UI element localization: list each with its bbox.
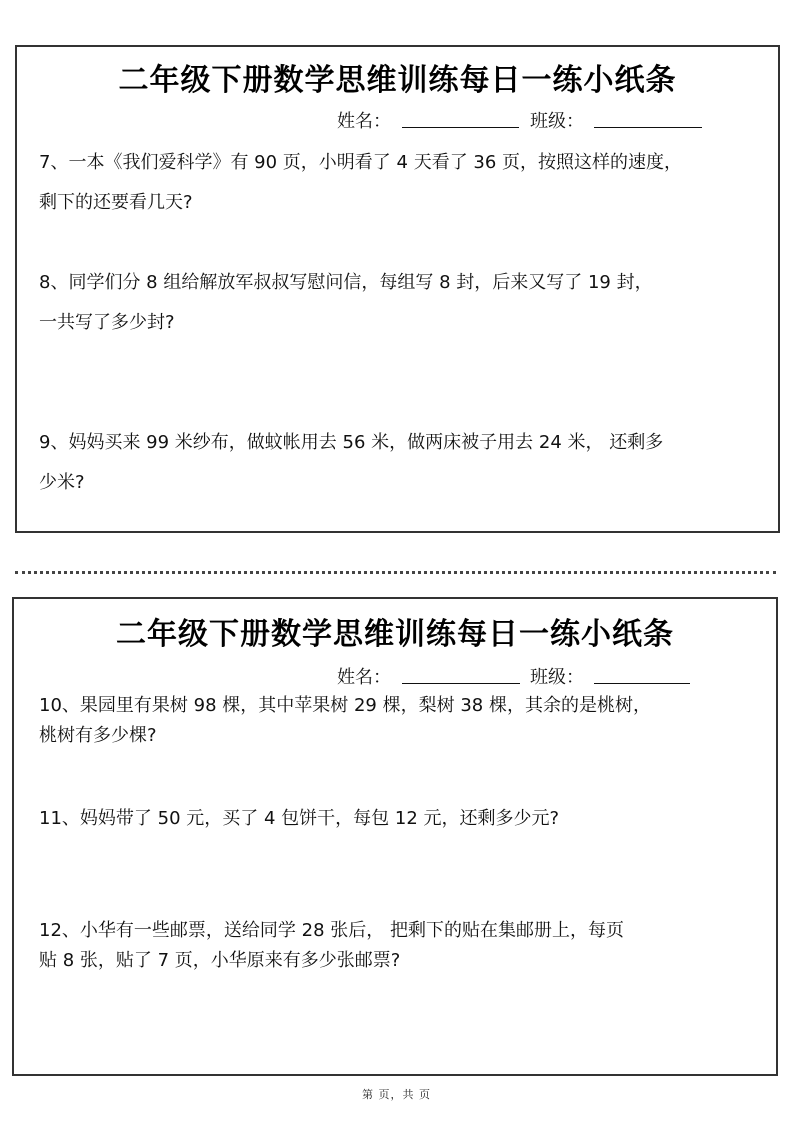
name-label: 姓名： xyxy=(337,111,391,132)
question-line: 少米? xyxy=(39,472,85,493)
class-label: 班级： xyxy=(530,667,584,688)
class-label: 班级： xyxy=(530,111,584,132)
question-line: 剩下的还要看几天? xyxy=(39,192,193,213)
slip-title: 二年级下册数学思维训练每日一练小纸条 xyxy=(116,617,674,652)
question-line: 11、妈妈带了 50 元，买了 4 包饼干，每包 12 元，还剩多少元? xyxy=(39,808,560,829)
question-11 xyxy=(39,804,559,834)
name-field[interactable] xyxy=(402,127,519,128)
question-7 xyxy=(39,143,682,223)
slip-title: 二年级下册数学思维训练每日一练小纸条 xyxy=(118,63,677,98)
class-field[interactable] xyxy=(594,127,702,128)
name-label: 姓名： xyxy=(337,667,391,688)
question-12 xyxy=(39,916,624,976)
question-line: 9、妈妈买来 99 米纱布，做蚊帐用去 56 米，做两床被子用去 24 米， 还剩多 xyxy=(39,432,664,453)
worksheet-slip-1 xyxy=(15,45,780,533)
question-9 xyxy=(39,423,663,503)
question-line: 一共写了多少封? xyxy=(39,312,175,333)
question-8 xyxy=(39,263,653,343)
page-footer: 第 页，共 页 xyxy=(362,1088,431,1101)
name-field[interactable] xyxy=(402,683,520,684)
question-10 xyxy=(39,691,651,751)
class-field[interactable] xyxy=(594,683,690,684)
worksheet-slip-2 xyxy=(12,597,778,1076)
question-line: 贴 8 张，贴了 7 页，小华原来有多少张邮票? xyxy=(39,950,401,971)
question-line: 8、同学们分 8 组给解放军叔叔写慰问信，每组写 8 封，后来又写了 19 封， xyxy=(39,272,653,293)
cut-line-divider xyxy=(15,571,776,574)
question-line: 12、小华有一些邮票，送给同学 28 张后， 把剩下的贴在集邮册上，每页 xyxy=(39,920,624,941)
question-line: 7、一本《我们爱科学》有 90 页，小明看了 4 天看了 36 页，按照这样的速度， xyxy=(39,152,683,173)
question-line: 桃树有多少棵? xyxy=(39,725,157,746)
question-line: 10、果园里有果树 98 棵，其中苹果树 29 棵，梨树 38 棵，其余的是桃树， xyxy=(39,695,651,716)
